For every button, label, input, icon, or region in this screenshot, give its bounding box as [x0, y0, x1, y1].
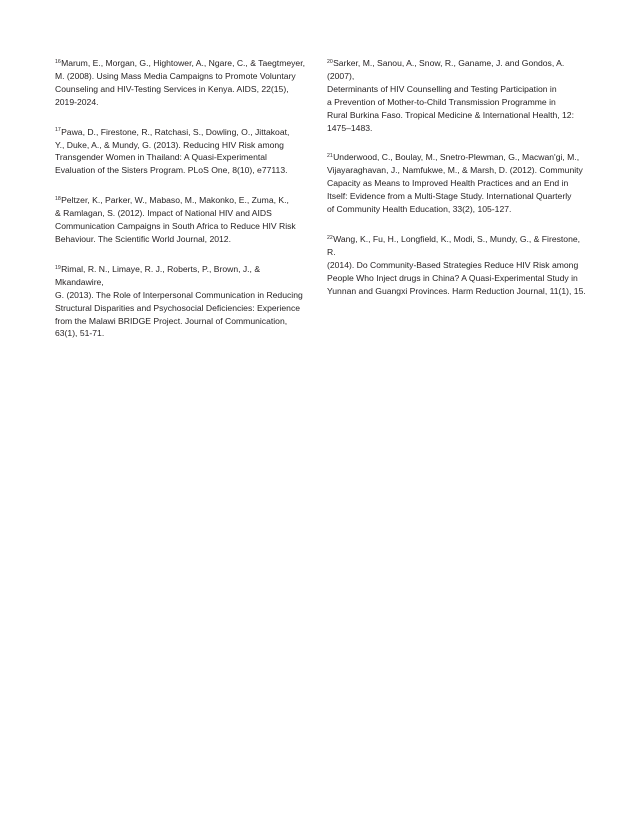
reference-line: Wang, K., Fu, H., Longfield, K., Modi, S., Mundy, G., & Firestone, R. [327, 233, 581, 257]
reference-18 [55, 194, 311, 246]
reference-number: 20 [327, 58, 333, 65]
reference-line: (2014). Do Community-Based Strategies Reduce HIV Risk among [327, 259, 579, 270]
reference-line: Itself: Evidence from a Multi-Stage Study. International Quarterly [327, 191, 572, 202]
reference-line: Sarker, M., Sanou, A., Snow, R., Ganame, J. and Gondos, A. (2007), [327, 58, 565, 81]
references-left-column [55, 57, 311, 357]
reference-line: of Community Health Education, 33(2), 105-127. [327, 204, 512, 215]
reference-number: 21 [327, 153, 333, 160]
references-right-column [327, 57, 589, 315]
reference-line: from the Malawi BRIDGE Project. Journal of Communication, [55, 315, 288, 326]
reference-22 [327, 233, 589, 298]
reference-line: 2019-2024. [55, 96, 99, 107]
reference-line: Vijayaraghavan, J., Namfukwe, M., & Marsh, D. (2012). Community [327, 165, 583, 176]
reference-line: Communication Campaigns in South Africa to Reduce HIV Risk [55, 221, 296, 232]
reference-line: 63(1), 51-71. [55, 328, 105, 339]
reference-line: Y., Duke, A., & Mundy, G. (2013). Reducing HIV Risk among [55, 139, 284, 150]
reference-number: 22 [327, 234, 333, 241]
reference-line: Pawa, D., Firestone, R., Ratchasi, S., Dowling, O., Jittakoat, [61, 126, 290, 137]
reference-number: 19 [55, 264, 61, 271]
reference-line: Rimal, R. N., Limaye, R. J., Roberts, P., Brown, J., & Mkandawire, [55, 263, 261, 287]
reference-number: 17 [55, 127, 61, 134]
reference-19 [55, 263, 311, 340]
reference-line: 1475–1483. [327, 122, 373, 133]
reference-line: Structural Disparities and Psychosocial Deficiencies: Experience [55, 302, 301, 313]
reference-number: 16 [55, 58, 61, 65]
reference-line: Evaluation of the Sisters Program. PLoS One, 8(10), e77113. [55, 165, 288, 176]
reference-line: Capacity as Means to Improved Health Practices and an End in [327, 178, 569, 189]
reference-16 [55, 57, 311, 109]
reference-line: M. (2008). Using Mass Media Campaigns to Promote Voluntary [55, 70, 296, 81]
reference-line: & Ramlagan, S. (2012). Impact of National HIV and AIDS [55, 208, 272, 219]
reference-line: Behaviour. The Scientific World Journal, 2012. [55, 233, 231, 244]
reference-line: Marum, E., Morgan, G., Hightower, A., Ngare, C., & Taegtmeyer, [61, 58, 305, 68]
reference-17 [55, 126, 311, 178]
reference-line: a Prevention of Mother-to-Child Transmission Programme in [327, 96, 556, 107]
reference-21 [327, 151, 589, 216]
reference-number: 18 [55, 196, 61, 203]
reference-line: Peltzer, K., Parker, W., Mabaso, M., Makonko, E., Zuma, K., [61, 195, 289, 206]
reference-line: Counseling and HIV-Testing Services in Kenya. AIDS, 22(15), [55, 83, 289, 94]
reference-line: Underwood, C., Boulay, M., Snetro-Plewman, G., Macwan'gi, M., [333, 152, 580, 163]
reference-line: People Who Inject drugs in China? A Quasi-Experimental Study in [327, 272, 578, 283]
reference-line: Rural Burkina Faso. Tropical Medicine & International Health, 12: [327, 109, 574, 120]
reference-line: Yunnan and Guangxi Provinces. Harm Reduction Journal, 11(1), 15. [327, 285, 586, 296]
reference-line: G. (2013). The Role of Interpersonal Communication in Reducing [55, 289, 303, 300]
reference-20 [327, 57, 589, 134]
reference-line: Determinants of HIV Counselling and Testing Participation in [327, 83, 557, 94]
reference-line: Transgender Women in Thailand: A Quasi-Experimental [55, 152, 267, 163]
